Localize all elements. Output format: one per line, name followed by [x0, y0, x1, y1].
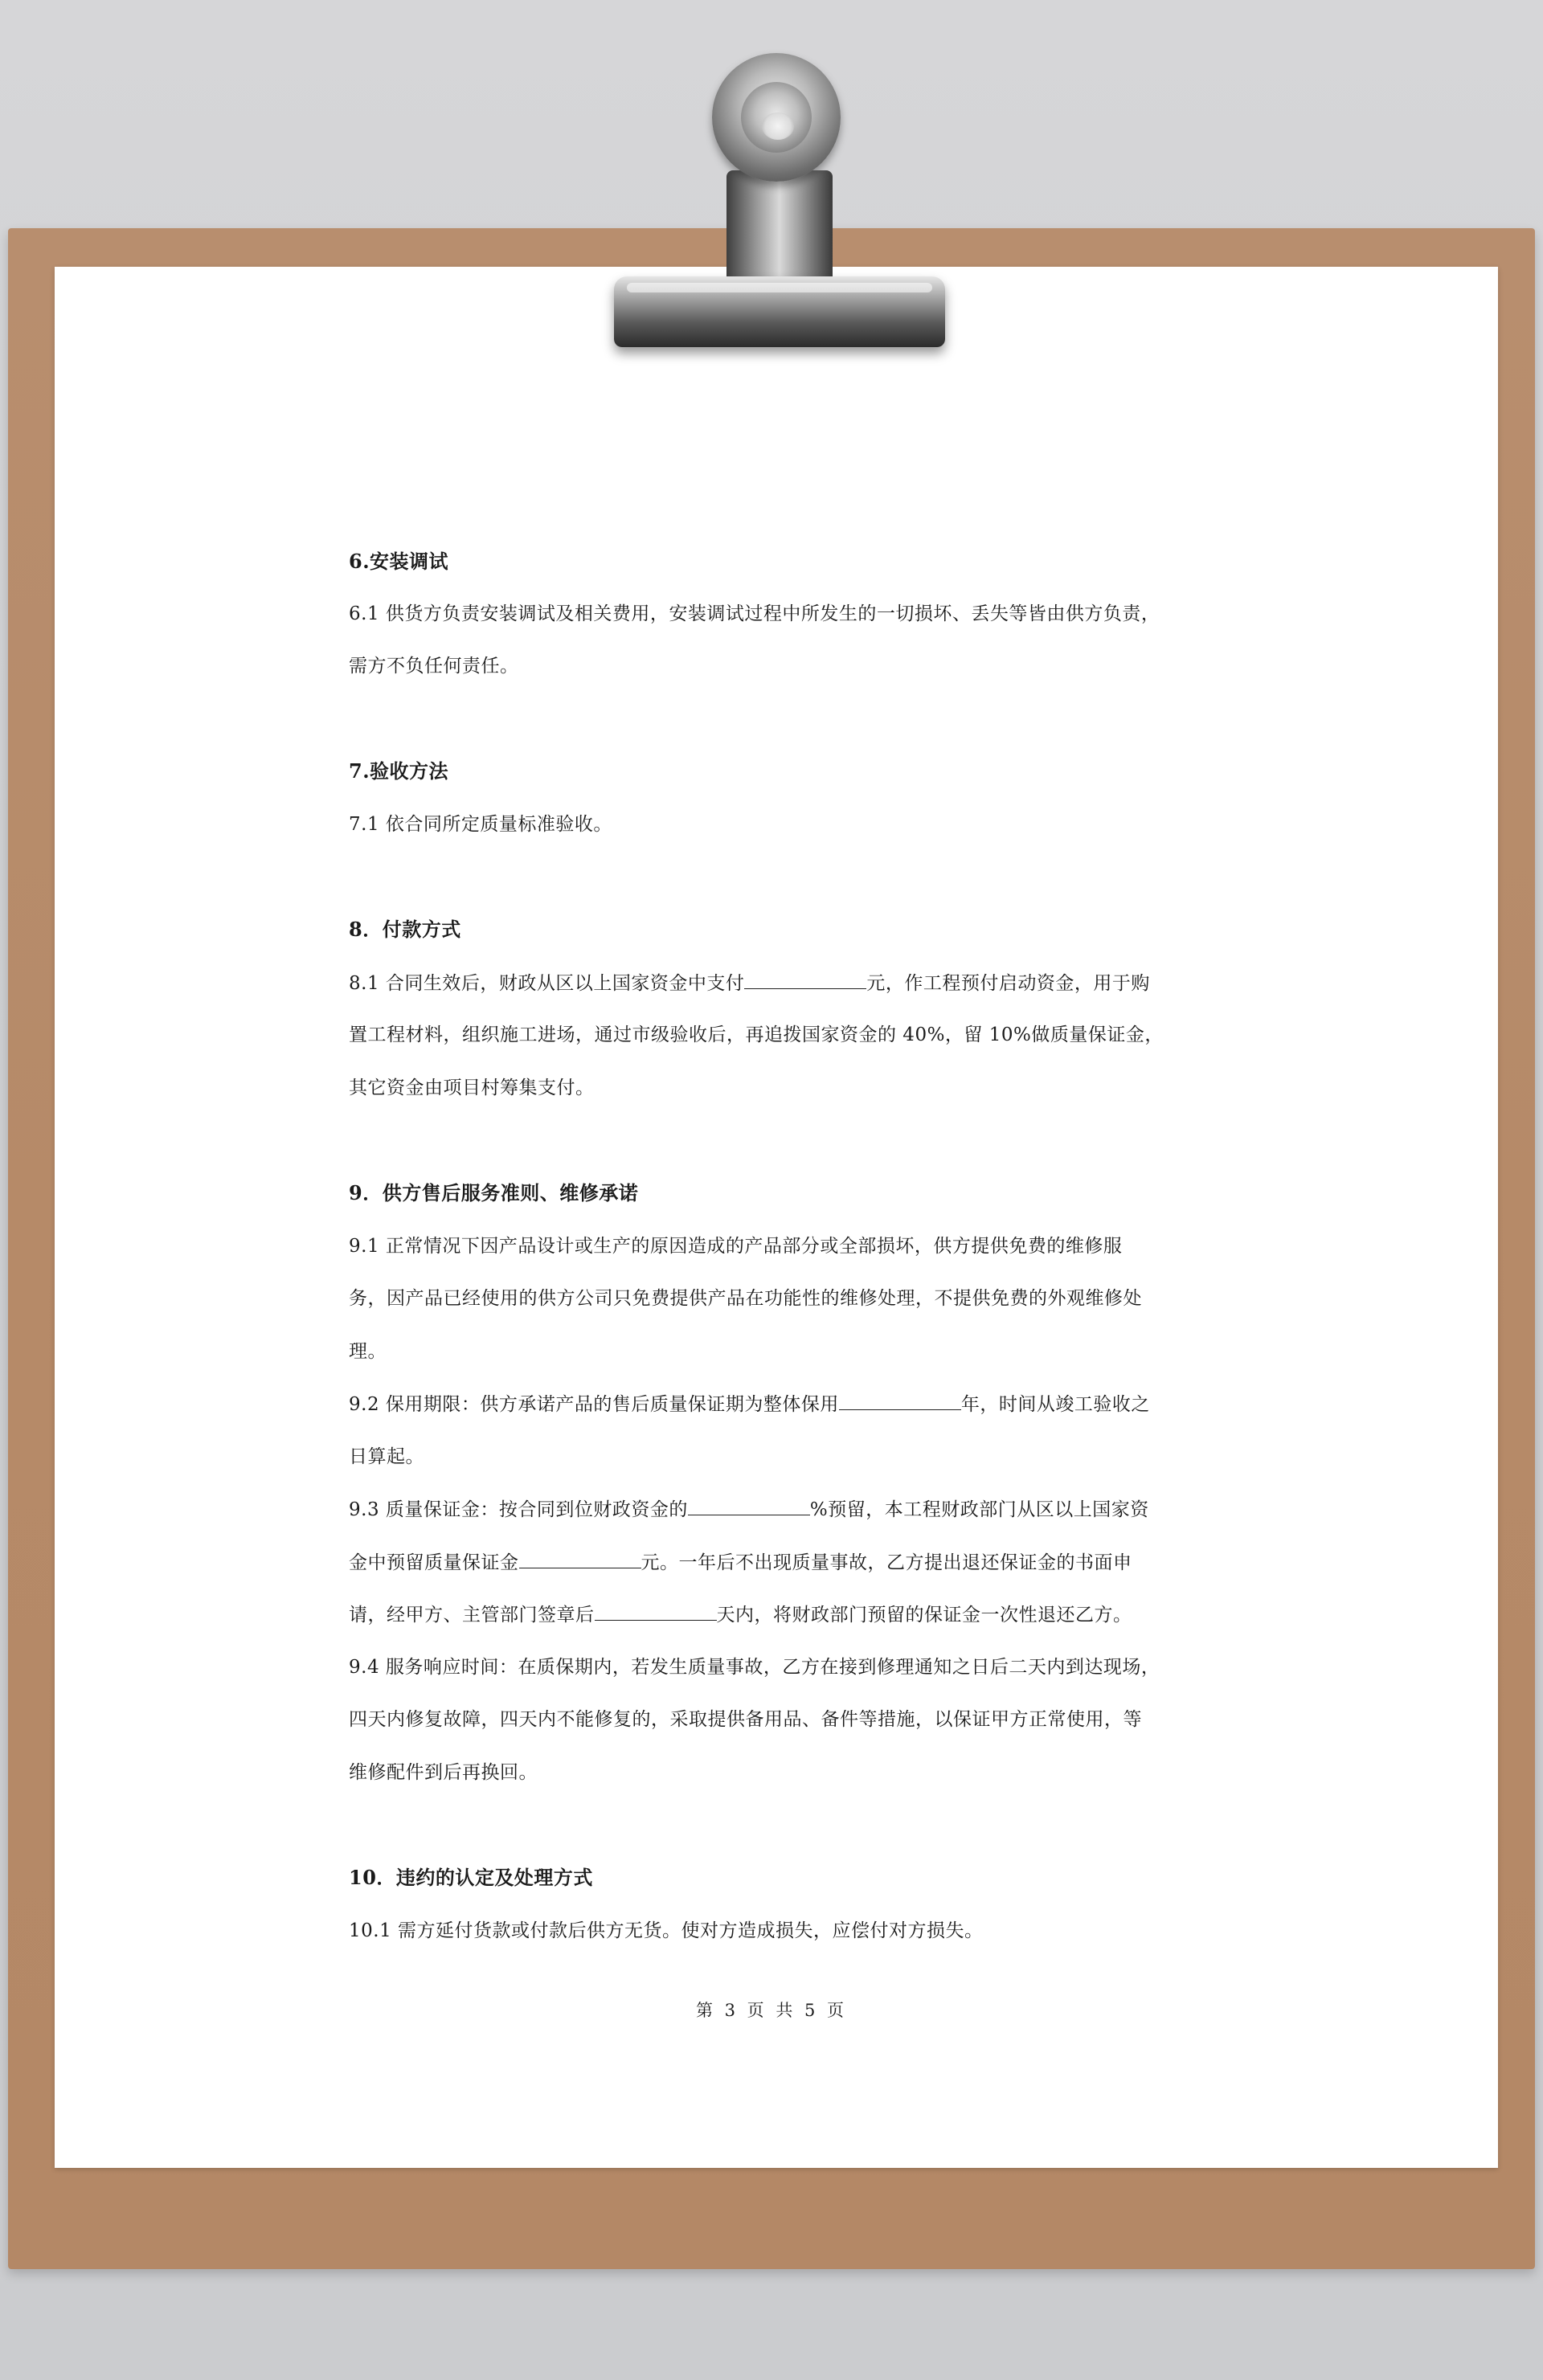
clip-neck	[726, 170, 833, 288]
section-8-1-text-a: 8.1 合同生效后，财政从区以上国家资金中支付	[349, 973, 745, 994]
section-9-3-text-f: 天内，将财政部门预留的保证金一次性退还乙方。	[716, 1605, 1132, 1626]
section-9-2-line-1	[349, 1392, 1150, 1417]
section-8-1-line-1	[349, 971, 1150, 996]
section-9-3-text-c: 金中预留质量保证金	[349, 1552, 519, 1573]
section-9-4-line-3: 维修配件到后再换回。	[349, 1762, 538, 1783]
section-6-1-line-2: 需方不负任何责任。	[349, 656, 519, 677]
days-blank	[595, 1602, 717, 1621]
section-9-2-text-b: 年，时间从竣工验收之	[960, 1394, 1150, 1415]
page-number-footer: 第 3 页 共 5 页	[695, 2001, 848, 2020]
percent-blank	[688, 1497, 810, 1515]
section-6-1-line-1: 6.1 供货方负责安装调试及相关费用，安装调试过程中所发生的一切损坏、丢失等皆由供方负责，	[349, 603, 1160, 624]
section-9-3-line-3	[349, 1602, 1132, 1627]
section-9-2-line-2: 日算起。	[349, 1446, 424, 1467]
section-10-heading: 10．违约的认定及处理方式	[349, 1866, 593, 1889]
section-6-heading: 6.安装调试	[349, 550, 449, 573]
clip-base-highlight	[627, 283, 932, 292]
section-10-1-line-1: 10.1 需方延付货款或付款后供方无货。使对方造成损失，应偿付对方损失。	[349, 1920, 984, 1941]
section-9-3-text-a: 9.3 质量保证金：按合同到位财政资金的	[349, 1499, 688, 1520]
section-9-3-text-b: %预留，本工程财政部门从区以上国家资	[809, 1499, 1149, 1520]
section-9-4-line-1: 9.4 服务响应时间：在质保期内，若发生质量事故，乙方在接到修理通知之日后二天内到达现场，	[349, 1657, 1160, 1678]
section-7-heading: 7.验收方法	[349, 759, 449, 783]
clip-hole	[762, 112, 794, 140]
section-9-heading: 9．供方售后服务准则、维修承诺	[349, 1181, 639, 1204]
document-page	[55, 267, 1498, 2168]
section-9-1-line-3: 理。	[349, 1341, 387, 1362]
section-8-1-text-b: 元，作工程预付启动资金，用于购	[866, 973, 1150, 994]
section-7-1-line-1: 7.1 依合同所定质量标准验收。	[349, 814, 612, 835]
warranty-years-blank	[839, 1392, 961, 1410]
section-8-heading: 8．付款方式	[349, 918, 461, 941]
section-9-2-text-a: 9.2 保用期限：供方承诺产品的售后质量保证期为整体保用	[349, 1394, 839, 1415]
section-9-1-line-1: 9.1 正常情况下因产品设计或生产的原因造成的产品部分或全部损坏，供方提供免费的维修服	[349, 1236, 1123, 1257]
section-9-4-line-2: 四天内修复故障，四天内不能修复的，采取提供备用品、备件等措施，以保证甲方正常使用，等	[349, 1709, 1142, 1730]
section-8-1-line-3: 其它资金由项目村筹集支付。	[349, 1078, 595, 1098]
section-9-3-text-e: 请，经甲方、主管部门签章后	[349, 1605, 595, 1626]
section-9-3-line-1	[349, 1497, 1149, 1522]
section-9-1-line-2: 务，因产品已经使用的供方公司只免费提供产品在功能性的维修处理，不提供免费的外观维修处	[349, 1288, 1142, 1309]
amount-blank	[744, 971, 866, 989]
deposit-amount-blank	[519, 1550, 641, 1568]
section-9-3-line-2	[349, 1550, 1132, 1575]
section-8-1-line-2: 置工程材料，组织施工进场，通过市级验收后，再追拨国家资金的 40%，留 10%做质量保证金，	[349, 1024, 1164, 1045]
section-9-3-text-d: 元。一年后不出现质量事故，乙方提出退还保证金的书面申	[641, 1552, 1132, 1573]
